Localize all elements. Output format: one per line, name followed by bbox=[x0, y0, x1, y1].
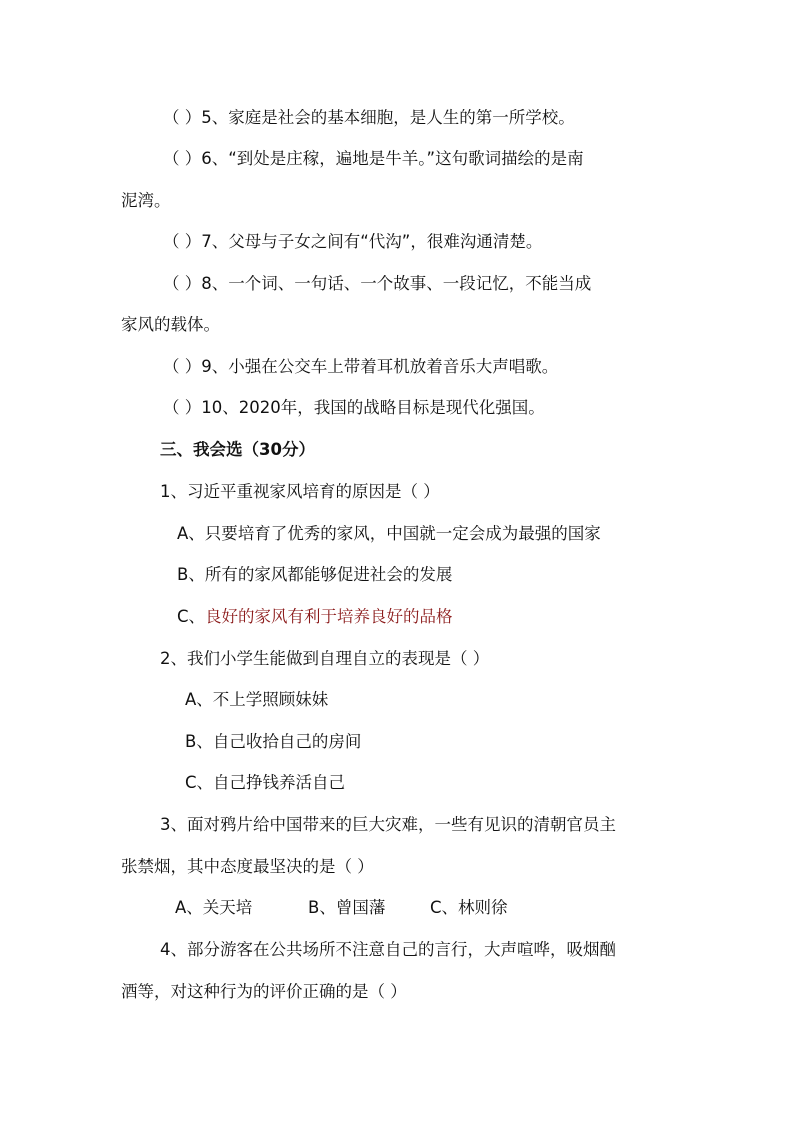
choice-question-3-stem-continuation: 张禁烟，其中态度最坚决的是（ ） bbox=[121, 857, 374, 876]
choice-question-1-option-c[interactable] bbox=[177, 605, 453, 629]
choice-question-4-stem-continuation: 酒等，对这种行为的评价正确的是（ ） bbox=[121, 982, 407, 1001]
answer-blank[interactable]: （ ） bbox=[163, 357, 202, 376]
judge-item-10 bbox=[163, 396, 545, 420]
answer-blank[interactable]: （ ） bbox=[163, 398, 202, 417]
judge-item-7 bbox=[163, 230, 542, 254]
choice-question-3-option-a[interactable]: A、关天培 bbox=[175, 898, 253, 917]
judge-item-6-continuation: 泥湾。 bbox=[121, 191, 171, 210]
question-text: 10、2020年，我国的战略目标是现代化强国。 bbox=[201, 398, 545, 417]
answer-blank[interactable]: （ ） bbox=[163, 149, 202, 168]
question-text: 8、一个词、一句话、一个故事、一段记忆，不能当成 bbox=[201, 274, 592, 293]
choice-question-2-option-b[interactable]: B、自己收拾自己的房间 bbox=[185, 732, 362, 751]
option-label: C、 bbox=[177, 607, 206, 626]
judge-item-5 bbox=[163, 106, 575, 130]
judge-item-8 bbox=[163, 272, 591, 296]
choice-question-3-option-b[interactable]: B、曾国藩 bbox=[308, 898, 386, 917]
answer-blank[interactable]: （ ） bbox=[163, 108, 202, 127]
choice-question-2-stem: 2、我们小学生能做到自理自立的表现是（ ） bbox=[160, 649, 490, 668]
choice-question-2-option-a[interactable]: A、不上学照顾妹妹 bbox=[185, 690, 329, 709]
section-heading: 三、我会选（30分） bbox=[160, 440, 315, 459]
answer-blank[interactable]: （ ） bbox=[163, 274, 202, 293]
choice-question-1-option-a[interactable]: A、只要培育了优秀的家风，中国就一定会成为最强的国家 bbox=[177, 524, 601, 543]
choice-question-3-option-c[interactable]: C、林则徐 bbox=[430, 898, 508, 917]
question-text: 5、家庭是社会的基本细胞，是人生的第一所学校。 bbox=[201, 108, 575, 127]
judge-item-9 bbox=[163, 355, 558, 379]
highlighted-answer-text: 良好的家风有利于培养良好的品格 bbox=[205, 607, 453, 626]
choice-question-2-option-c[interactable]: C、自己挣钱养活自己 bbox=[185, 773, 346, 792]
question-text: 7、父母与子女之间有“代沟”，很难沟通清楚。 bbox=[201, 232, 543, 251]
choice-question-4-stem: 4、部分游客在公共场所不注意自己的言行，大声喧哗，吸烟酗 bbox=[160, 940, 616, 959]
choice-question-1-option-b[interactable]: B、所有的家风都能够促进社会的发展 bbox=[177, 565, 453, 584]
judge-item-8-continuation: 家风的载体。 bbox=[121, 315, 220, 334]
choice-question-1-stem: 1、习近平重视家风培育的原因是（ ） bbox=[160, 482, 440, 501]
answer-blank[interactable]: （ ） bbox=[163, 232, 202, 251]
choice-question-3-stem: 3、面对鸦片给中国带来的巨大灾难，一些有见识的清朝官员主 bbox=[160, 815, 616, 834]
question-text: 9、小强在公交车上带着耳机放着音乐大声唱歌。 bbox=[201, 357, 559, 376]
question-text: 6、“到处是庄稼，遍地是牛羊。”这句歌词描绘的是南 bbox=[201, 149, 584, 168]
judge-item-6 bbox=[163, 147, 584, 171]
